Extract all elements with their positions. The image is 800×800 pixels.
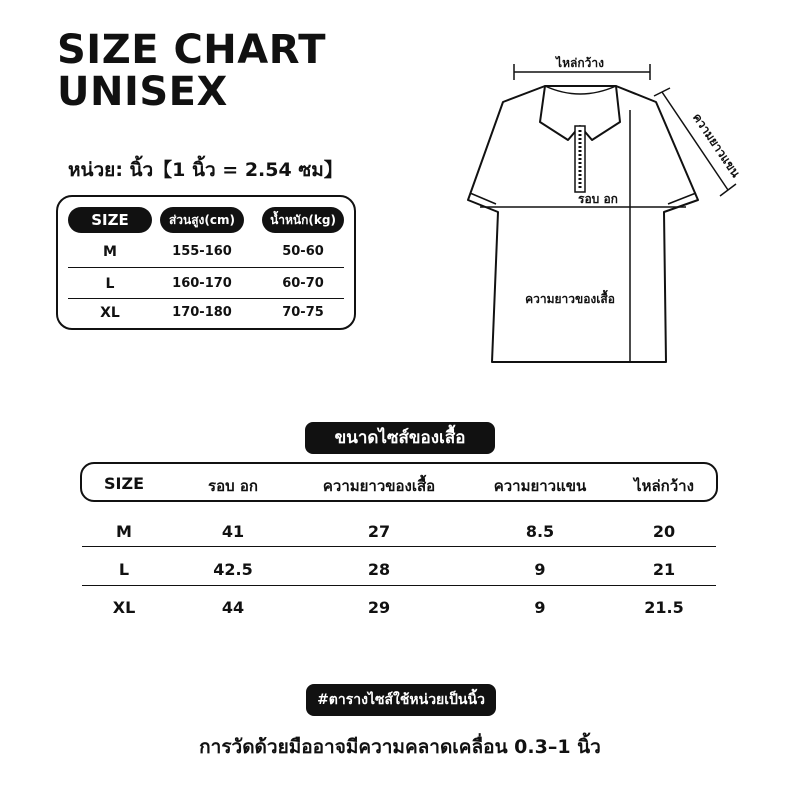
sleeve-label: ความยาวแขน	[689, 110, 743, 180]
body-table-header-size: SIZE	[68, 207, 152, 233]
measurement-note: การวัดด้วยมืออาจมีความคลาดเคลื่อน 0.3–1 นิ้ว	[199, 736, 601, 758]
polo-shirt-icon	[440, 50, 790, 380]
row-divider	[68, 267, 344, 268]
page-title: SIZE CHART	[57, 27, 327, 73]
table-cell: 70-75	[282, 305, 324, 320]
shirt-table-header-size: SIZE	[103, 474, 144, 493]
table-cell: 42.5	[213, 560, 253, 579]
table-cell: 28	[367, 560, 391, 579]
table-cell: 9	[534, 598, 546, 617]
shirt-table-header-chest: รอบ อก	[208, 477, 258, 495]
table-cell: XL	[100, 305, 120, 321]
table-cell: 8.5	[525, 522, 555, 541]
table-cell: XL	[112, 598, 136, 617]
page-subtitle: UNISEX	[57, 69, 228, 115]
table-cell: 29	[367, 598, 391, 617]
table-cell: 9	[534, 560, 546, 579]
table-cell: 20	[652, 522, 676, 541]
shirt-table-label: ขนาดไซส์ของเสื้อ	[305, 422, 495, 454]
table-cell: 21.5	[644, 598, 684, 617]
table-cell: L	[118, 560, 130, 579]
table-cell: 21	[652, 560, 676, 579]
shirt-table-header-shoulder: ไหล่กว้าง	[634, 477, 694, 495]
body-table-header-weight: น้ำหนัก(kg)	[262, 207, 344, 233]
chest-label: รอบ อก	[578, 192, 618, 206]
row-divider	[68, 298, 344, 299]
body-size-table	[56, 195, 356, 330]
table-cell: 170-180	[172, 305, 232, 320]
row-divider	[82, 585, 716, 586]
unit-note: หน่วย: นิ้ว【1 นิ้ว = 2.54 ซม】	[68, 159, 343, 181]
table-cell: L	[105, 276, 115, 292]
table-cell: 60-70	[282, 276, 324, 291]
table-cell: 160-170	[172, 276, 232, 291]
shirt-table-header-length: ความยาวของเสื้อ	[322, 477, 436, 495]
body-table-header-height: ส่วนสูง(cm)	[160, 207, 244, 233]
table-cell: 44	[221, 598, 245, 617]
row-divider	[82, 546, 716, 547]
table-cell: 155-160	[172, 244, 232, 259]
shirt-table-header-sleeve: ความยาวแขน	[493, 477, 587, 495]
table-cell: M	[103, 244, 117, 260]
shoulder-label: ไหล่กว้าง	[556, 56, 604, 70]
units-hashtag: #ตารางไซส์ใช้หน่วยเป็นนิ้ว	[306, 684, 496, 716]
table-cell: 27	[367, 522, 391, 541]
length-label: ความยาวของเสื้อ	[525, 292, 615, 306]
table-cell: 41	[221, 522, 245, 541]
table-cell: M	[116, 522, 132, 541]
table-cell: 50-60	[282, 244, 324, 259]
polo-shirt-diagram	[440, 50, 790, 380]
